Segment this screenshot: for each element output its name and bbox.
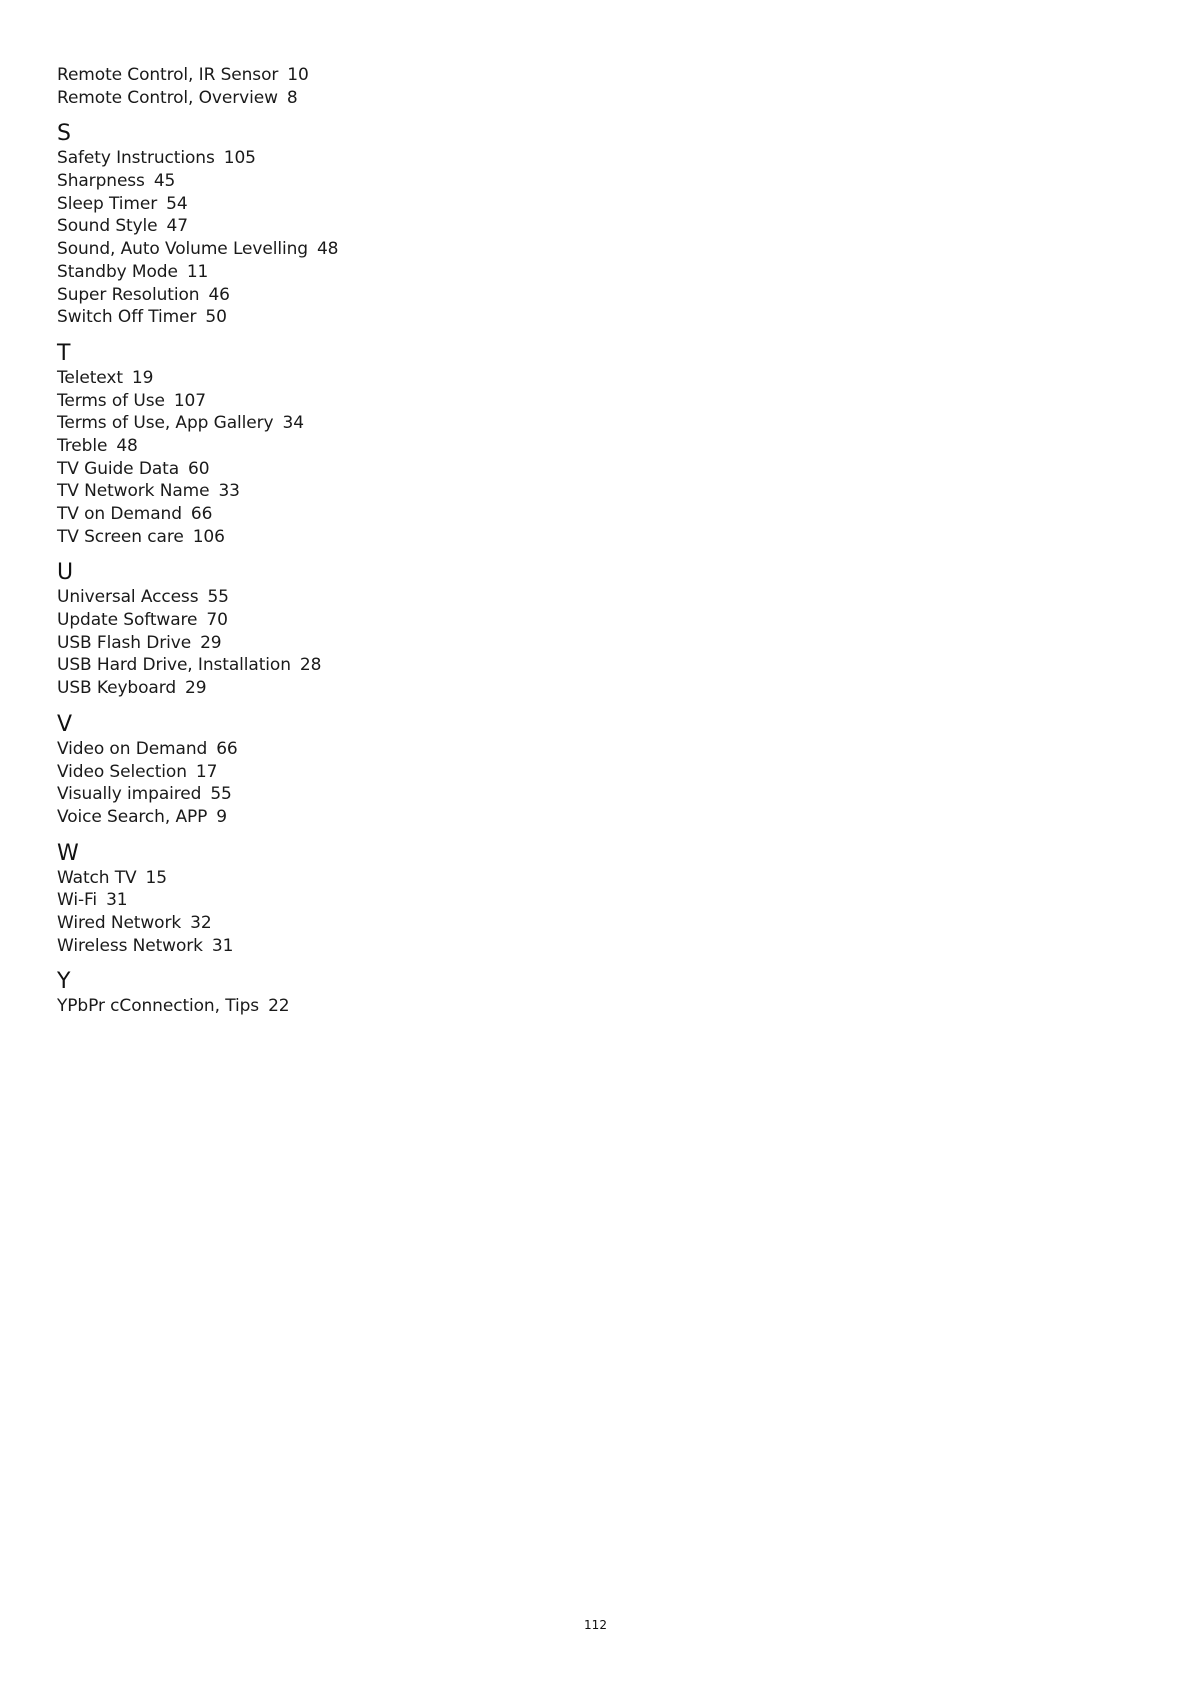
index-term: Voice Search, APP [57,806,208,827]
index-sections [57,120,577,1018]
index-entry [57,889,577,912]
index-page-ref: 66 [216,738,238,759]
index-page-ref: 31 [106,890,128,911]
index-page-ref: 54 [166,193,188,214]
index-term: Video Selection [57,761,187,782]
index-entry [57,503,577,526]
index-page-ref: 105 [223,148,256,169]
index-page-ref: 31 [211,935,234,956]
index-entry [57,783,577,806]
index-page-ref: 34 [282,413,304,434]
index-term: Remote Control, Overview [57,87,278,108]
index-entry [57,912,577,935]
index-term: YPbPr cConnection, Tips [57,996,260,1017]
page-number: 112 [584,1618,607,1632]
index-term: TV Network Name [57,481,210,502]
index-term: Wireless Network [57,935,203,956]
section-letter: W [57,840,79,866]
index-term: Wired Network [57,912,182,933]
section-letter: U [57,560,74,586]
index-entry [57,87,577,110]
index-page-ref: 48 [116,435,138,456]
index-term: Sleep Timer [57,193,158,214]
index-term: Video on Demand [57,738,208,759]
index-entry [57,215,577,238]
index-section [57,559,577,699]
index-term: Wi-Fi [57,890,98,911]
index-column [57,64,577,1018]
index-page-ref: 60 [188,458,210,479]
index-section [57,120,577,329]
index-entry [57,367,577,390]
section-letter: T [57,340,71,366]
index-entry [57,609,577,632]
index-term: Treble [57,435,108,456]
index-page-ref: 11 [186,261,209,282]
index-entry [57,480,577,503]
index-term: Sharpness [57,171,145,192]
index-term: USB Hard Drive, Installation [57,655,291,676]
index-page-ref: 55 [210,784,232,805]
index-page-ref: 19 [131,367,154,388]
index-page-ref: 28 [299,655,322,676]
index-entry [57,64,577,87]
index-entry [57,677,577,700]
index-page-ref: 29 [200,632,222,653]
index-section [57,968,577,1018]
index-entry [57,995,577,1018]
index-entry [57,306,577,329]
index-page-ref: 45 [153,171,176,192]
index-term: USB Keyboard [57,678,177,699]
index-page-ref: 106 [192,526,225,547]
section-letter: S [57,121,71,147]
index-term: Standby Mode [57,261,178,282]
index-page-ref: 47 [166,216,188,237]
index-term: Update Software [57,610,198,631]
index-entry [57,435,577,458]
index-term: TV on Demand [57,504,182,524]
index-page-ref: 17 [195,761,218,782]
index-page-ref: 70 [206,610,228,631]
index-page-ref: 10 [287,65,309,85]
index-section [57,340,577,549]
index-term: Sound Style [57,216,158,237]
index-entry [57,458,577,481]
index-entry [57,170,577,193]
index-page-ref: 107 [173,390,206,411]
index-entry [57,238,577,261]
index-term: Terms of Use, App Gallery [57,413,274,434]
index-page-ref: 32 [190,912,212,933]
index-section [57,711,577,829]
index-term: Sound, Auto Volume Levelling [57,239,308,260]
index-page-ref: 50 [205,307,227,328]
index-page-ref: 29 [185,678,207,699]
index-page-ref: 15 [145,867,167,888]
index-term: Super Resolution [57,284,200,305]
index-term: Terms of Use [57,390,165,411]
index-term: Switch Off Timer [57,307,197,328]
index-page-ref: 66 [190,504,213,524]
index-entry [57,738,577,761]
index-term: Safety Instructions [57,148,215,169]
index-page-ref: 9 [216,806,228,827]
index-entry [57,390,577,413]
index-term: Watch TV [57,867,137,888]
index-entry [57,412,577,435]
index-entry [57,261,577,284]
index-entry [57,526,577,549]
index-entry [57,632,577,655]
leading-entries [57,64,577,109]
index-term: TV Guide Data [57,458,180,479]
index-entry [57,761,577,784]
index-term: USB Flash Drive [57,632,192,653]
index-entry [57,586,577,609]
index-entry [57,935,577,958]
index-term: TV Screen care [57,526,184,547]
index-term: Remote Control, IR Sensor [57,65,279,85]
section-letter: Y [57,969,71,995]
index-page-ref: 55 [207,587,229,608]
index-entry [57,654,577,677]
index-page-ref: 8 [286,87,298,108]
section-letter: V [57,711,73,737]
index-page-ref: 46 [208,284,230,305]
index-page-ref: 33 [218,481,240,502]
index-entry [57,867,577,890]
index-page-ref: 48 [316,239,339,260]
index-entry [57,193,577,216]
index-term: Universal Access [57,587,199,608]
index-section [57,840,577,958]
index-entry [57,806,577,829]
index-term: Visually impaired [57,784,202,805]
index-entry [57,284,577,307]
index-page-ref: 22 [268,996,290,1017]
index-term: Teletext [57,367,123,388]
index-entry [57,147,577,170]
